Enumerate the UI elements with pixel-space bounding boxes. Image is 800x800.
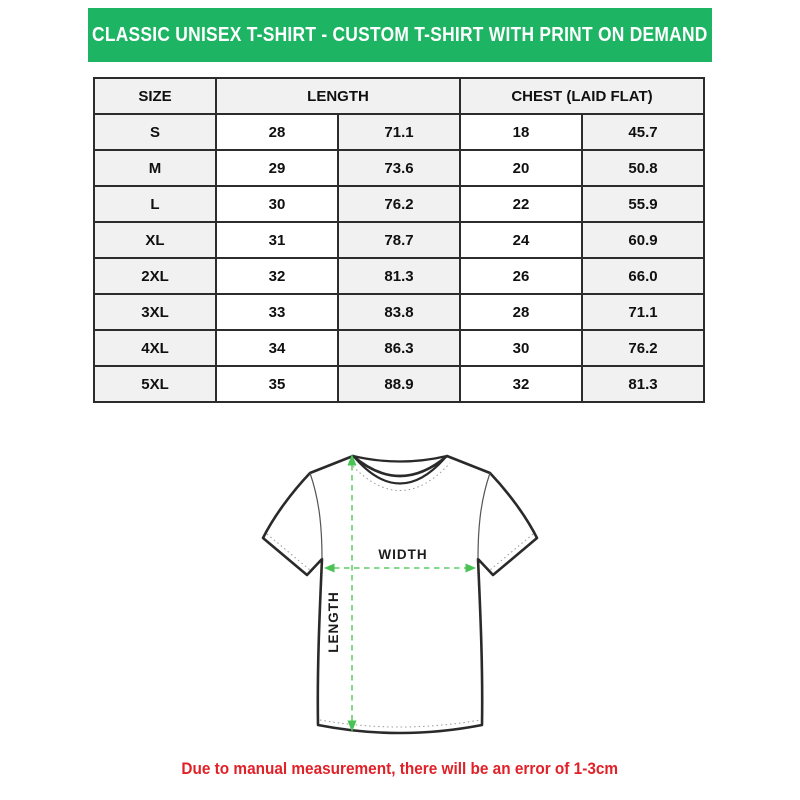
column-header-length: LENGTH <box>216 78 460 114</box>
collar-back-line <box>353 456 447 462</box>
length-cm-cell: 83.8 <box>338 294 460 330</box>
table-row <box>94 186 704 222</box>
width-label: WIDTH <box>378 547 428 562</box>
size-cell: 3XL <box>94 294 216 330</box>
length-in-cell: 30 <box>216 186 338 222</box>
chest-in-cell: 18 <box>460 114 582 150</box>
table-row <box>94 114 704 150</box>
tshirt-measurement-diagram <box>250 440 550 750</box>
size-cell: L <box>94 186 216 222</box>
chest-cm-cell: 60.9 <box>582 222 704 258</box>
length-cm-cell: 73.6 <box>338 150 460 186</box>
table-row <box>94 150 704 186</box>
chest-in-cell: 30 <box>460 330 582 366</box>
chest-in-cell: 24 <box>460 222 582 258</box>
size-cell: 5XL <box>94 366 216 402</box>
table-header-row <box>94 78 704 114</box>
chest-cm-cell: 66.0 <box>582 258 704 294</box>
title-banner <box>88 8 712 62</box>
column-header-size: SIZE <box>94 78 216 114</box>
table-row <box>94 258 704 294</box>
length-cm-cell: 81.3 <box>338 258 460 294</box>
chest-in-cell: 22 <box>460 186 582 222</box>
size-cell: M <box>94 150 216 186</box>
page-title: CLASSIC UNISEX T-SHIRT - CUSTOM T-SHIRT WITH PRINT ON DEMAND <box>92 23 708 46</box>
length-cm-cell: 76.2 <box>338 186 460 222</box>
table-row <box>94 330 704 366</box>
size-chart-table <box>93 77 705 403</box>
length-cm-cell: 86.3 <box>338 330 460 366</box>
tshirt-diagram-svg <box>250 440 550 750</box>
chest-cm-cell: 55.9 <box>582 186 704 222</box>
measurement-disclaimer <box>0 760 800 779</box>
table-row <box>94 366 704 402</box>
table-row <box>94 222 704 258</box>
chest-in-cell: 28 <box>460 294 582 330</box>
chest-cm-cell: 76.2 <box>582 330 704 366</box>
chest-in-cell: 26 <box>460 258 582 294</box>
length-cm-cell: 71.1 <box>338 114 460 150</box>
table-row <box>94 294 704 330</box>
length-label: LENGTH <box>326 591 341 653</box>
chest-cm-cell: 50.8 <box>582 150 704 186</box>
size-cell: S <box>94 114 216 150</box>
size-cell: 4XL <box>94 330 216 366</box>
chest-in-cell: 32 <box>460 366 582 402</box>
tshirt-outline <box>263 456 537 733</box>
length-cm-cell: 78.7 <box>338 222 460 258</box>
length-in-cell: 32 <box>216 258 338 294</box>
length-cm-cell: 88.9 <box>338 366 460 402</box>
length-in-cell: 31 <box>216 222 338 258</box>
chest-cm-cell: 81.3 <box>582 366 704 402</box>
size-cell: XL <box>94 222 216 258</box>
length-in-cell: 28 <box>216 114 338 150</box>
chest-cm-cell: 71.1 <box>582 294 704 330</box>
length-in-cell: 34 <box>216 330 338 366</box>
length-in-cell: 33 <box>216 294 338 330</box>
chest-cm-cell: 45.7 <box>582 114 704 150</box>
chest-in-cell: 20 <box>460 150 582 186</box>
length-in-cell: 35 <box>216 366 338 402</box>
size-cell: 2XL <box>94 258 216 294</box>
disclaimer-text: Due to manual measurement, there will be an error of 1-3cm <box>181 760 619 778</box>
column-header-chest: CHEST (LAID FLAT) <box>460 78 704 114</box>
length-in-cell: 29 <box>216 150 338 186</box>
